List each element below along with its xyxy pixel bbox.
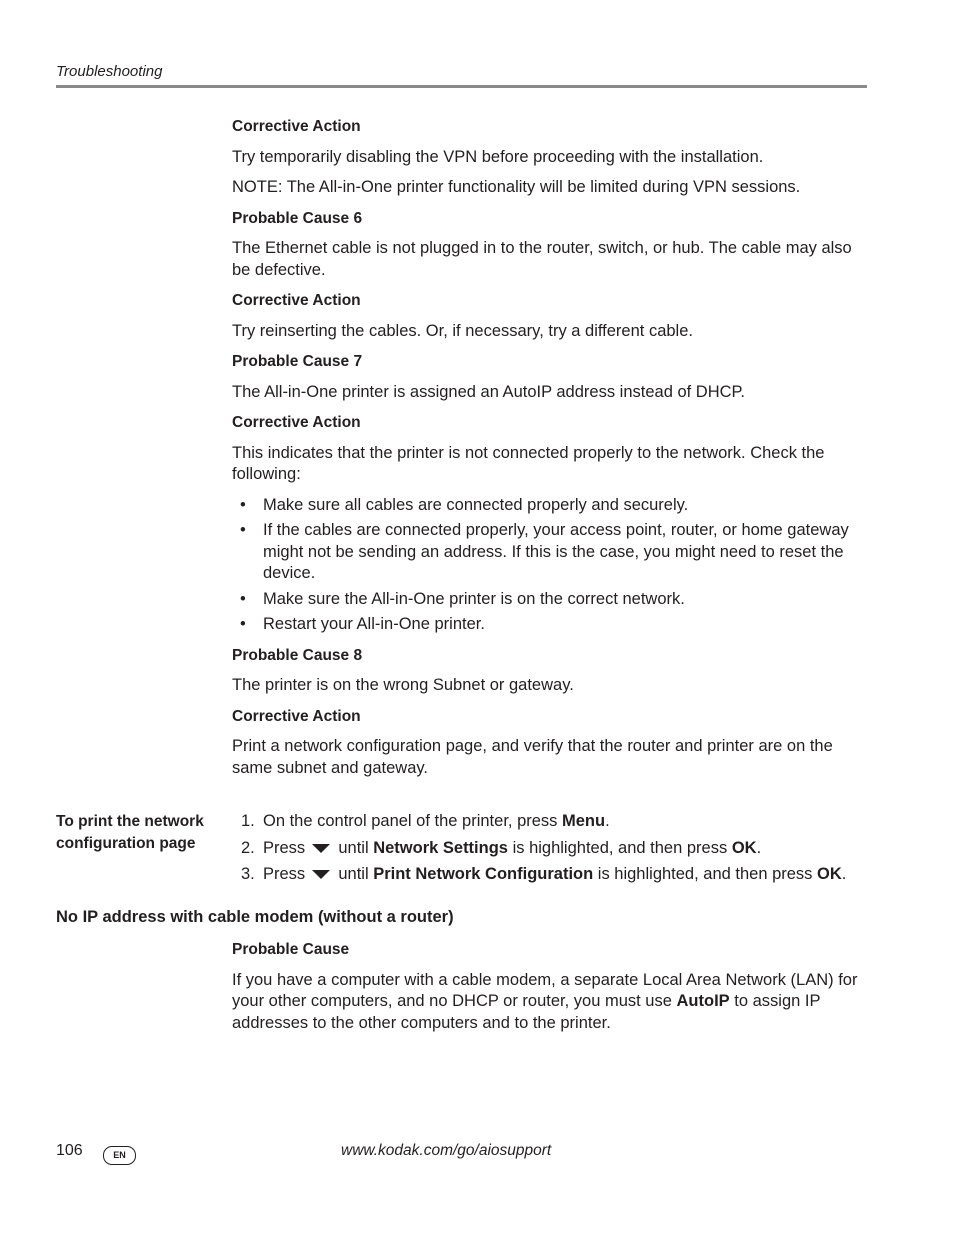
- step-3: [232, 864, 867, 886]
- corrective-action-heading: Corrective Action: [232, 118, 361, 135]
- list-item-text: Make sure the All-in-One printer is on the correct network.: [263, 589, 685, 608]
- section-content: [232, 939, 867, 1043]
- list-item-text: Restart your All-in-One printer.: [263, 615, 485, 633]
- page-number: 106: [56, 1142, 83, 1159]
- step-1: [232, 811, 867, 833]
- corrective-action-text: Try temporarily disabling the VPN before proceeding with the installation.: [232, 147, 764, 166]
- corrective-action-text: This indicates that the printer is not connected properly to the network. Check the following:: [232, 443, 825, 483]
- corrective-action-text: Print a network configuration page, and verify that the router and printer are on the same subnet and gateway.: [232, 737, 833, 777]
- checklist: [232, 495, 867, 636]
- list-item: [232, 495, 867, 517]
- paragraph-text: If you have a computer with a cable modem, a separate Local Area Network (LAN) for your other computers, and no DHCP or router, you must use: [232, 970, 858, 1010]
- step-number: 3.: [241, 865, 255, 883]
- paragraph-text: to assign IP addresses to the other computers and to the printer.: [232, 992, 821, 1032]
- print-network-configuration-label: Print Network Configuration: [373, 865, 594, 883]
- bullet-icon: •: [240, 615, 246, 633]
- corrective-action-heading: Corrective Action: [232, 707, 361, 725]
- probable-cause-7-heading: Probable Cause 7: [232, 353, 363, 370]
- probable-cause-8-heading: Probable Cause 8: [232, 646, 363, 664]
- list-item-text: Make sure all cables are connected properly and securely.: [263, 495, 689, 514]
- running-header: Troubleshooting: [56, 63, 163, 80]
- step-text: until: [333, 838, 374, 857]
- corrective-action-heading: Corrective Action: [232, 414, 361, 431]
- language-badge: EN: [103, 1146, 136, 1165]
- step-number: 1.: [241, 812, 255, 830]
- probable-cause-8-text: The printer is on the wrong Subnet or gateway.: [232, 676, 574, 694]
- step-text: is highlighted, and then press: [507, 838, 732, 857]
- step-2: [232, 838, 867, 860]
- procedure-label-line: configuration page: [56, 835, 196, 852]
- header-divider: [56, 85, 867, 88]
- down-arrow-icon: [312, 870, 330, 879]
- corrective-action-heading: Corrective Action: [232, 292, 361, 309]
- bullet-icon: •: [240, 495, 246, 514]
- procedure-label-line: To print the network: [56, 813, 204, 830]
- step-text: is highlighted, and then press: [593, 865, 818, 883]
- procedure-steps: [232, 811, 867, 891]
- probable-cause-7-text: The All-in-One printer is assigned an AutoIP address instead of DHCP.: [232, 382, 746, 401]
- bullet-icon: •: [240, 589, 246, 608]
- network-settings-label: Network Settings: [373, 838, 508, 857]
- step-text: On the control panel of the printer, press: [263, 812, 563, 830]
- probable-cause-6-heading: Probable Cause 6: [232, 209, 363, 227]
- autoip-term: AutoIP: [676, 992, 730, 1010]
- ok-button-label: OK: [731, 838, 757, 857]
- down-arrow-icon: [312, 844, 330, 853]
- probable-cause-text: [232, 970, 867, 1035]
- step-text: Press: [263, 838, 310, 857]
- step-text: .: [756, 838, 762, 857]
- probable-cause-6-text: The Ethernet cable is not plugged in to the router, switch, or hub. The cable may also be defective.: [232, 239, 852, 279]
- ok-button-label: OK: [817, 865, 842, 883]
- list-item-text: If the cables are connected properly, your access point, router, or home gateway might not be sending an address. If this is the case, you might need to reset the device.: [263, 521, 849, 582]
- list-item: [232, 589, 867, 611]
- step-text: until: [333, 865, 374, 883]
- probable-cause-heading: Probable Cause: [232, 941, 350, 958]
- list-item: [232, 614, 867, 636]
- step-text: .: [841, 865, 847, 883]
- step-text: .: [605, 812, 610, 830]
- bullet-icon: •: [240, 521, 246, 539]
- vpn-note: NOTE: The All-in-One printer functionality will be limited during VPN sessions.: [232, 178, 801, 196]
- corrective-action-text: Try reinserting the cables. Or, if necessary, try a different cable.: [232, 321, 693, 340]
- troubleshooting-content: [232, 116, 867, 788]
- procedure-label: [56, 811, 226, 855]
- step-text: Press: [263, 865, 310, 883]
- support-url: www.kodak.com/go/aiosupport: [341, 1142, 552, 1159]
- step-number: 2.: [241, 838, 255, 857]
- section-heading: No IP address with cable modem (without a router): [56, 908, 454, 926]
- list-item: [232, 520, 867, 585]
- menu-button-label: Menu: [562, 812, 606, 830]
